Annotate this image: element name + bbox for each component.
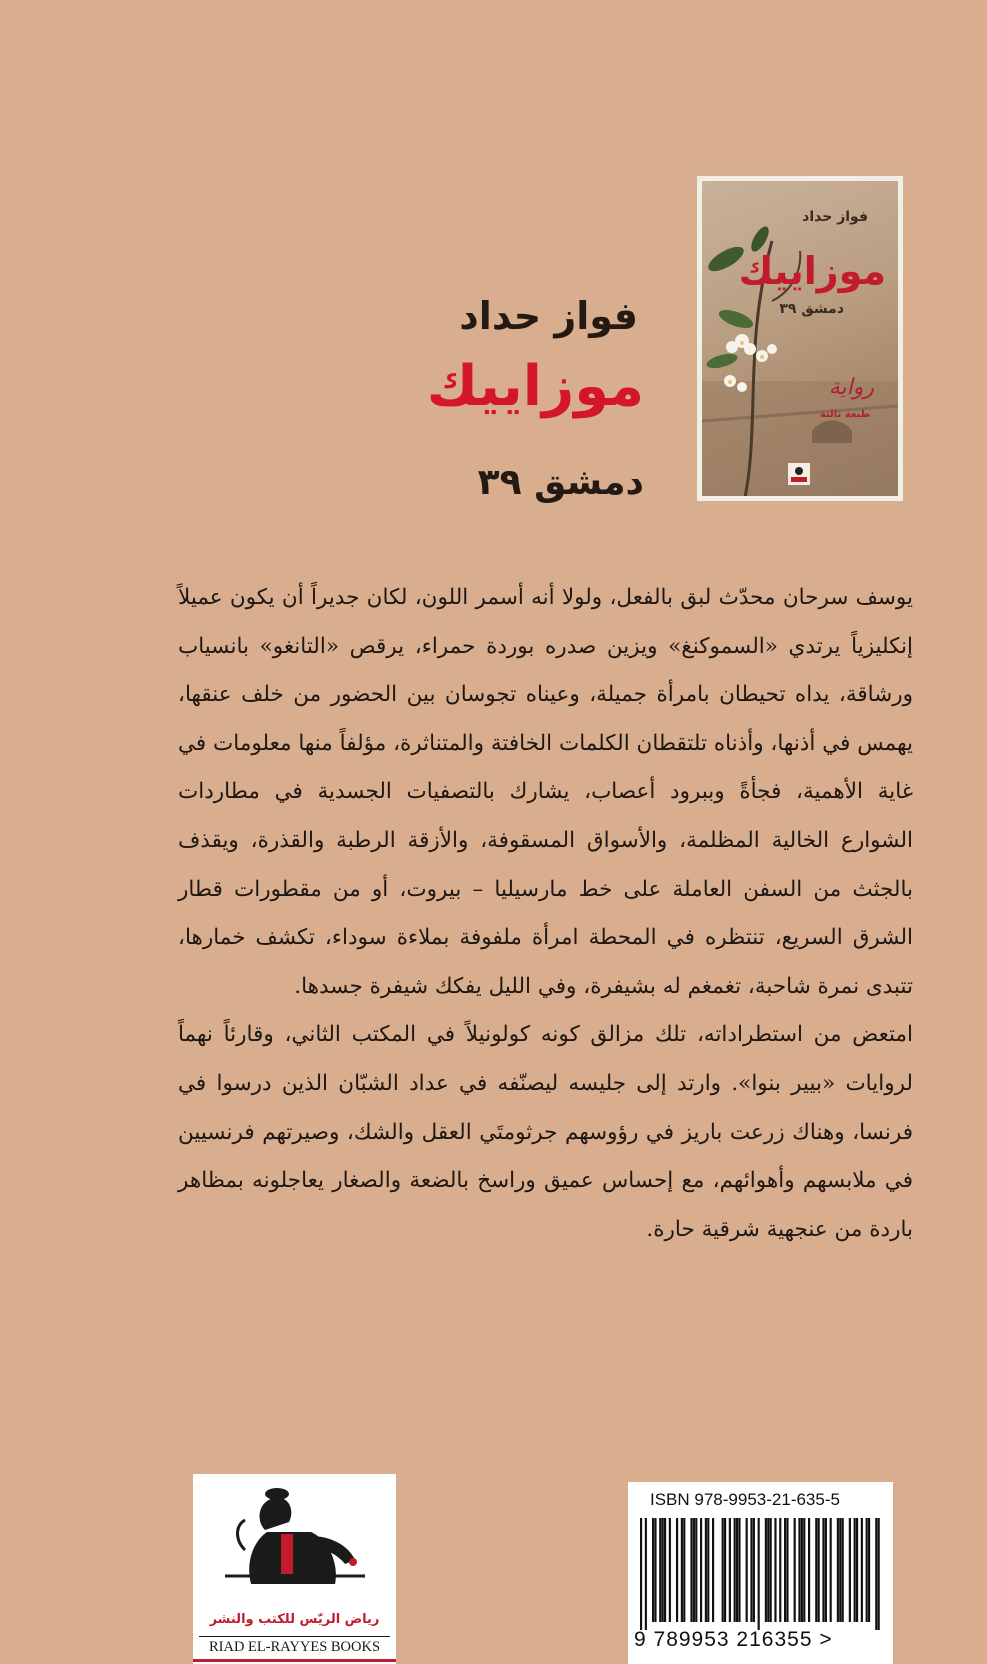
- barcode-bar: [861, 1518, 863, 1622]
- barcode-bar: [794, 1518, 796, 1622]
- publisher-divider: [193, 1659, 396, 1662]
- barcode-bar: [868, 1518, 870, 1622]
- book-title: موزاييك: [426, 354, 644, 419]
- publisher-logo: [193, 1474, 396, 1664]
- author-name: فواز حداد: [459, 294, 638, 338]
- cover-thumbnail: [697, 176, 903, 501]
- barcode-bar: [734, 1518, 736, 1622]
- barcode-bar: [729, 1518, 731, 1622]
- isbn-label: ISBN 978-9953-21-635-5: [650, 1490, 840, 1509]
- barcode-bar: [664, 1518, 666, 1622]
- thumbnail-author: فواز حداد: [802, 209, 868, 225]
- barcode-bar: [690, 1518, 692, 1622]
- jasmine-branch-illustration: [702, 181, 898, 496]
- barcode-bar: [830, 1518, 832, 1622]
- publisher-arabic-name: رياض الريّس للكتب والنشر: [209, 1612, 380, 1627]
- barcode-bar: [786, 1518, 788, 1622]
- barcode-bar: [825, 1518, 827, 1622]
- publisher-latin-name: RIAD EL-RAYYES BOOKS: [199, 1636, 390, 1656]
- barcode-bar: [779, 1518, 781, 1622]
- blurb-paragraph: يوسف سرحان محدّث لبق بالفعل، ولولا أنه أسمر اللون، لكان جديراً أن يكون عميلاً إنكليزياً يرتدي «السموكنغ» ويزين صدره بوردة حمراء، يرقص «التانغو» بانسياب ورشاقة، يداه تحيطان بامرأة جميلة، وعيناه تجوسان بين الحضور من خلف عنقها، يهمس في أذنها، وأذناه تلتقطان الكلمات الخافتة والمتناثرة، مؤلفاً منها معلومات في غاية الأهمية، فجأةً وببرود أعصاب، يشارك بالتصفيات الجسدية في مطاردات الشوارع الخالية المظلمة، والأسواق المسقوفة، والأزقة الرطبة والقذرة، ويقذف بالجثث من السفن العاملة على خط مارسيليا – بيروت، أو من مقطورات قطار الشرق السريع، تنتظره في المحطة امرأة ملفوفة بملاءة سوداء، تكشف خمارها، تتبدى نمرة شاحبة، تغمغم له بشيفرة، وفي الليل يفكك شيفرة جسدها.: [178, 585, 913, 999]
- thumbnail-edition: طبعة ثالثة: [819, 409, 870, 420]
- barcode-bar: [767, 1518, 769, 1622]
- barcode-bar: [669, 1518, 671, 1622]
- barcode-bar: [722, 1518, 724, 1622]
- barcode-bar: [695, 1518, 697, 1622]
- barcode-bar: [770, 1518, 772, 1622]
- barcode-bar: [746, 1518, 748, 1622]
- thumbnail-genre: رواية: [828, 375, 874, 400]
- barcode-bar: [712, 1518, 714, 1622]
- barcode-bar: [801, 1518, 803, 1622]
- barcode-bar: [822, 1518, 824, 1622]
- barcode-bar: [837, 1518, 839, 1622]
- barcode-bar: [676, 1518, 678, 1622]
- barcode-bar: [849, 1518, 851, 1622]
- barcode-bar: [652, 1518, 654, 1622]
- isbn-barcode: [628, 1482, 893, 1664]
- barcode-bar: [818, 1518, 820, 1622]
- barcode-bar: [774, 1518, 776, 1622]
- barcode-bar: [854, 1518, 856, 1622]
- cover-thumbnail-art: [702, 181, 898, 496]
- barcode-bar: [724, 1518, 726, 1622]
- barcode-bar: [875, 1518, 877, 1630]
- barcode-bar: [683, 1518, 685, 1622]
- barcode-bars: [640, 1518, 880, 1630]
- publisher-figure-icon: [215, 1480, 375, 1588]
- barcode-bar: [659, 1518, 661, 1622]
- barcode-bar: [856, 1518, 858, 1622]
- back-cover-blurb: [178, 574, 913, 1254]
- thumbnail-subtitle: دمشق ٣٩: [779, 301, 844, 317]
- barcode-bar: [803, 1518, 805, 1622]
- barcode-bar: [758, 1518, 760, 1630]
- barcode-bar: [645, 1518, 647, 1630]
- thumbnail-title: موزاييك: [738, 249, 886, 293]
- barcode-bar: [750, 1518, 752, 1622]
- book-subtitle: دمشق ٣٩: [477, 462, 644, 503]
- barcode-digits: 9 789953 216355 >: [634, 1628, 833, 1651]
- barcode-bar: [815, 1518, 817, 1622]
- barcode-bar: [640, 1518, 642, 1630]
- barcode-bar: [693, 1518, 695, 1622]
- barcode-bar: [662, 1518, 664, 1622]
- barcode-bar: [784, 1518, 786, 1622]
- barcode-bar: [765, 1518, 767, 1622]
- barcode-bar: [700, 1518, 702, 1622]
- barcode-bar: [878, 1518, 880, 1630]
- barcode-bar: [681, 1518, 683, 1622]
- barcode-bar: [736, 1518, 738, 1622]
- barcode-bar: [798, 1518, 800, 1622]
- barcode-bar: [707, 1518, 709, 1622]
- publisher-mini-logo-icon: [788, 463, 810, 485]
- barcode-bar: [808, 1518, 810, 1622]
- barcode-bar: [654, 1518, 656, 1622]
- barcode-bar: [839, 1518, 841, 1622]
- barcode-bar: [842, 1518, 844, 1622]
- barcode-bar: [753, 1518, 755, 1622]
- blurb-paragraph: امتعض من استطراداته، تلك مزالق كونه كولونيلاً في المكتب الثاني، وقارئاً نهماً لروايات «بيير بنوا». وارتد إلى جليسه ليصنّفه في عداد الشبّان الذين درسوا في فرنسا، وهناك زرعت باريز في رؤوسهم جرثومتَي العقل والشك، وصيرتهم فرنسيين في ملابسهم وأهوائهم، مع إحساس عميق وراسخ بالضعة والصغار يعاجلونه بمظاهر باردة من عنجهية شرقية حارة.: [178, 1022, 913, 1242]
- barcode-bar: [866, 1518, 868, 1622]
- barcode-bar: [705, 1518, 707, 1622]
- barcode-bar: [738, 1518, 740, 1622]
